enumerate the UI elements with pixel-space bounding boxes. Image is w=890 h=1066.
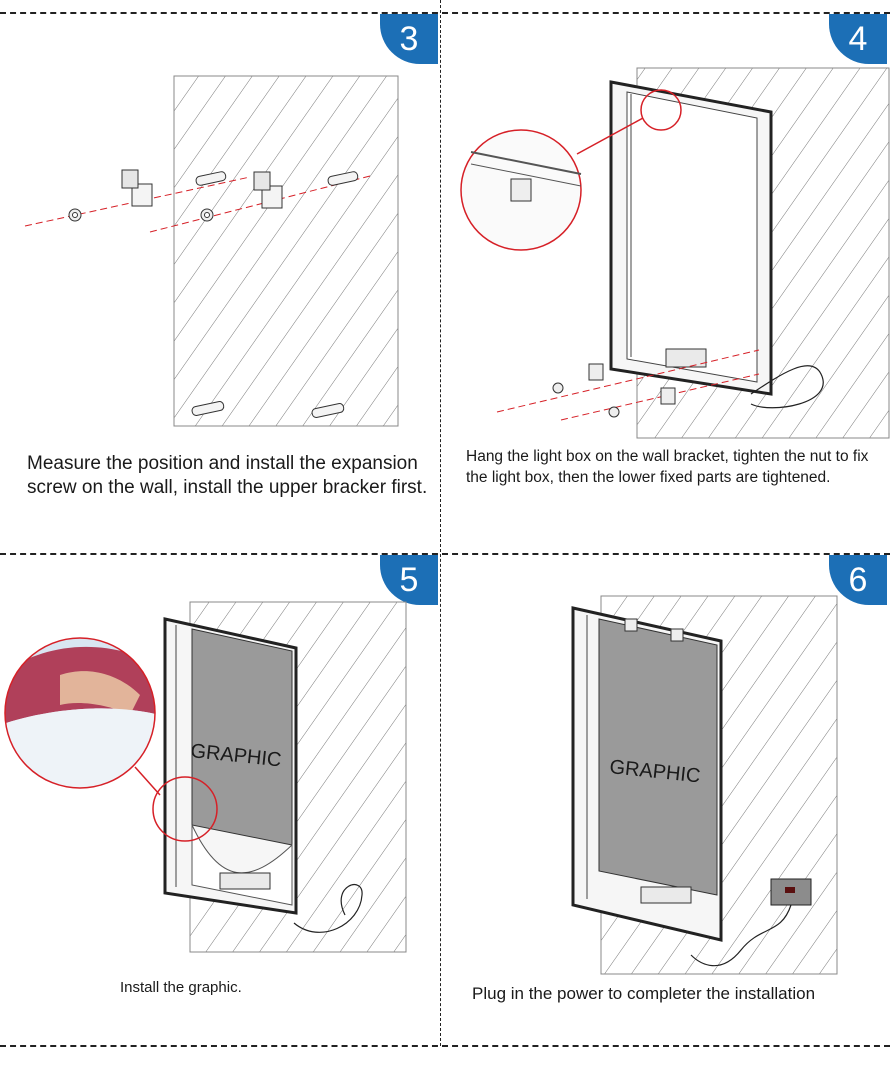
step-4-panel [441,14,890,552]
step-5-graphic-label: GRAPHIC [189,740,283,772]
step-5-badge: 5 [380,555,438,605]
step-3-panel [0,14,440,552]
step-6-graphic-label: GRAPHIC [608,756,702,788]
step-3-illustration [0,14,440,444]
step-4-badge: 4 [829,14,887,64]
step-5-illustration [0,555,440,975]
step-6-caption: Plug in the power to completer the installation [472,984,816,1003]
step-6-illustration [441,555,890,975]
bottom-divider [0,1045,890,1047]
step-3-caption: Measure the position and install the expansion screw on the wall, install the upper bracker first. [27,453,428,498]
step-5-caption: Install the graphic. [120,979,242,996]
step-5-panel [0,555,440,1043]
step-3-badge: 3 [380,14,438,64]
step-4-illustration [441,14,890,444]
step-6-panel [441,555,890,1043]
step-4-caption: Hang the light box on the wall bracket, tighten the nut to fix the light box, then the lower fixed parts are tightened. [466,448,869,486]
step-6-badge: 6 [829,555,887,605]
